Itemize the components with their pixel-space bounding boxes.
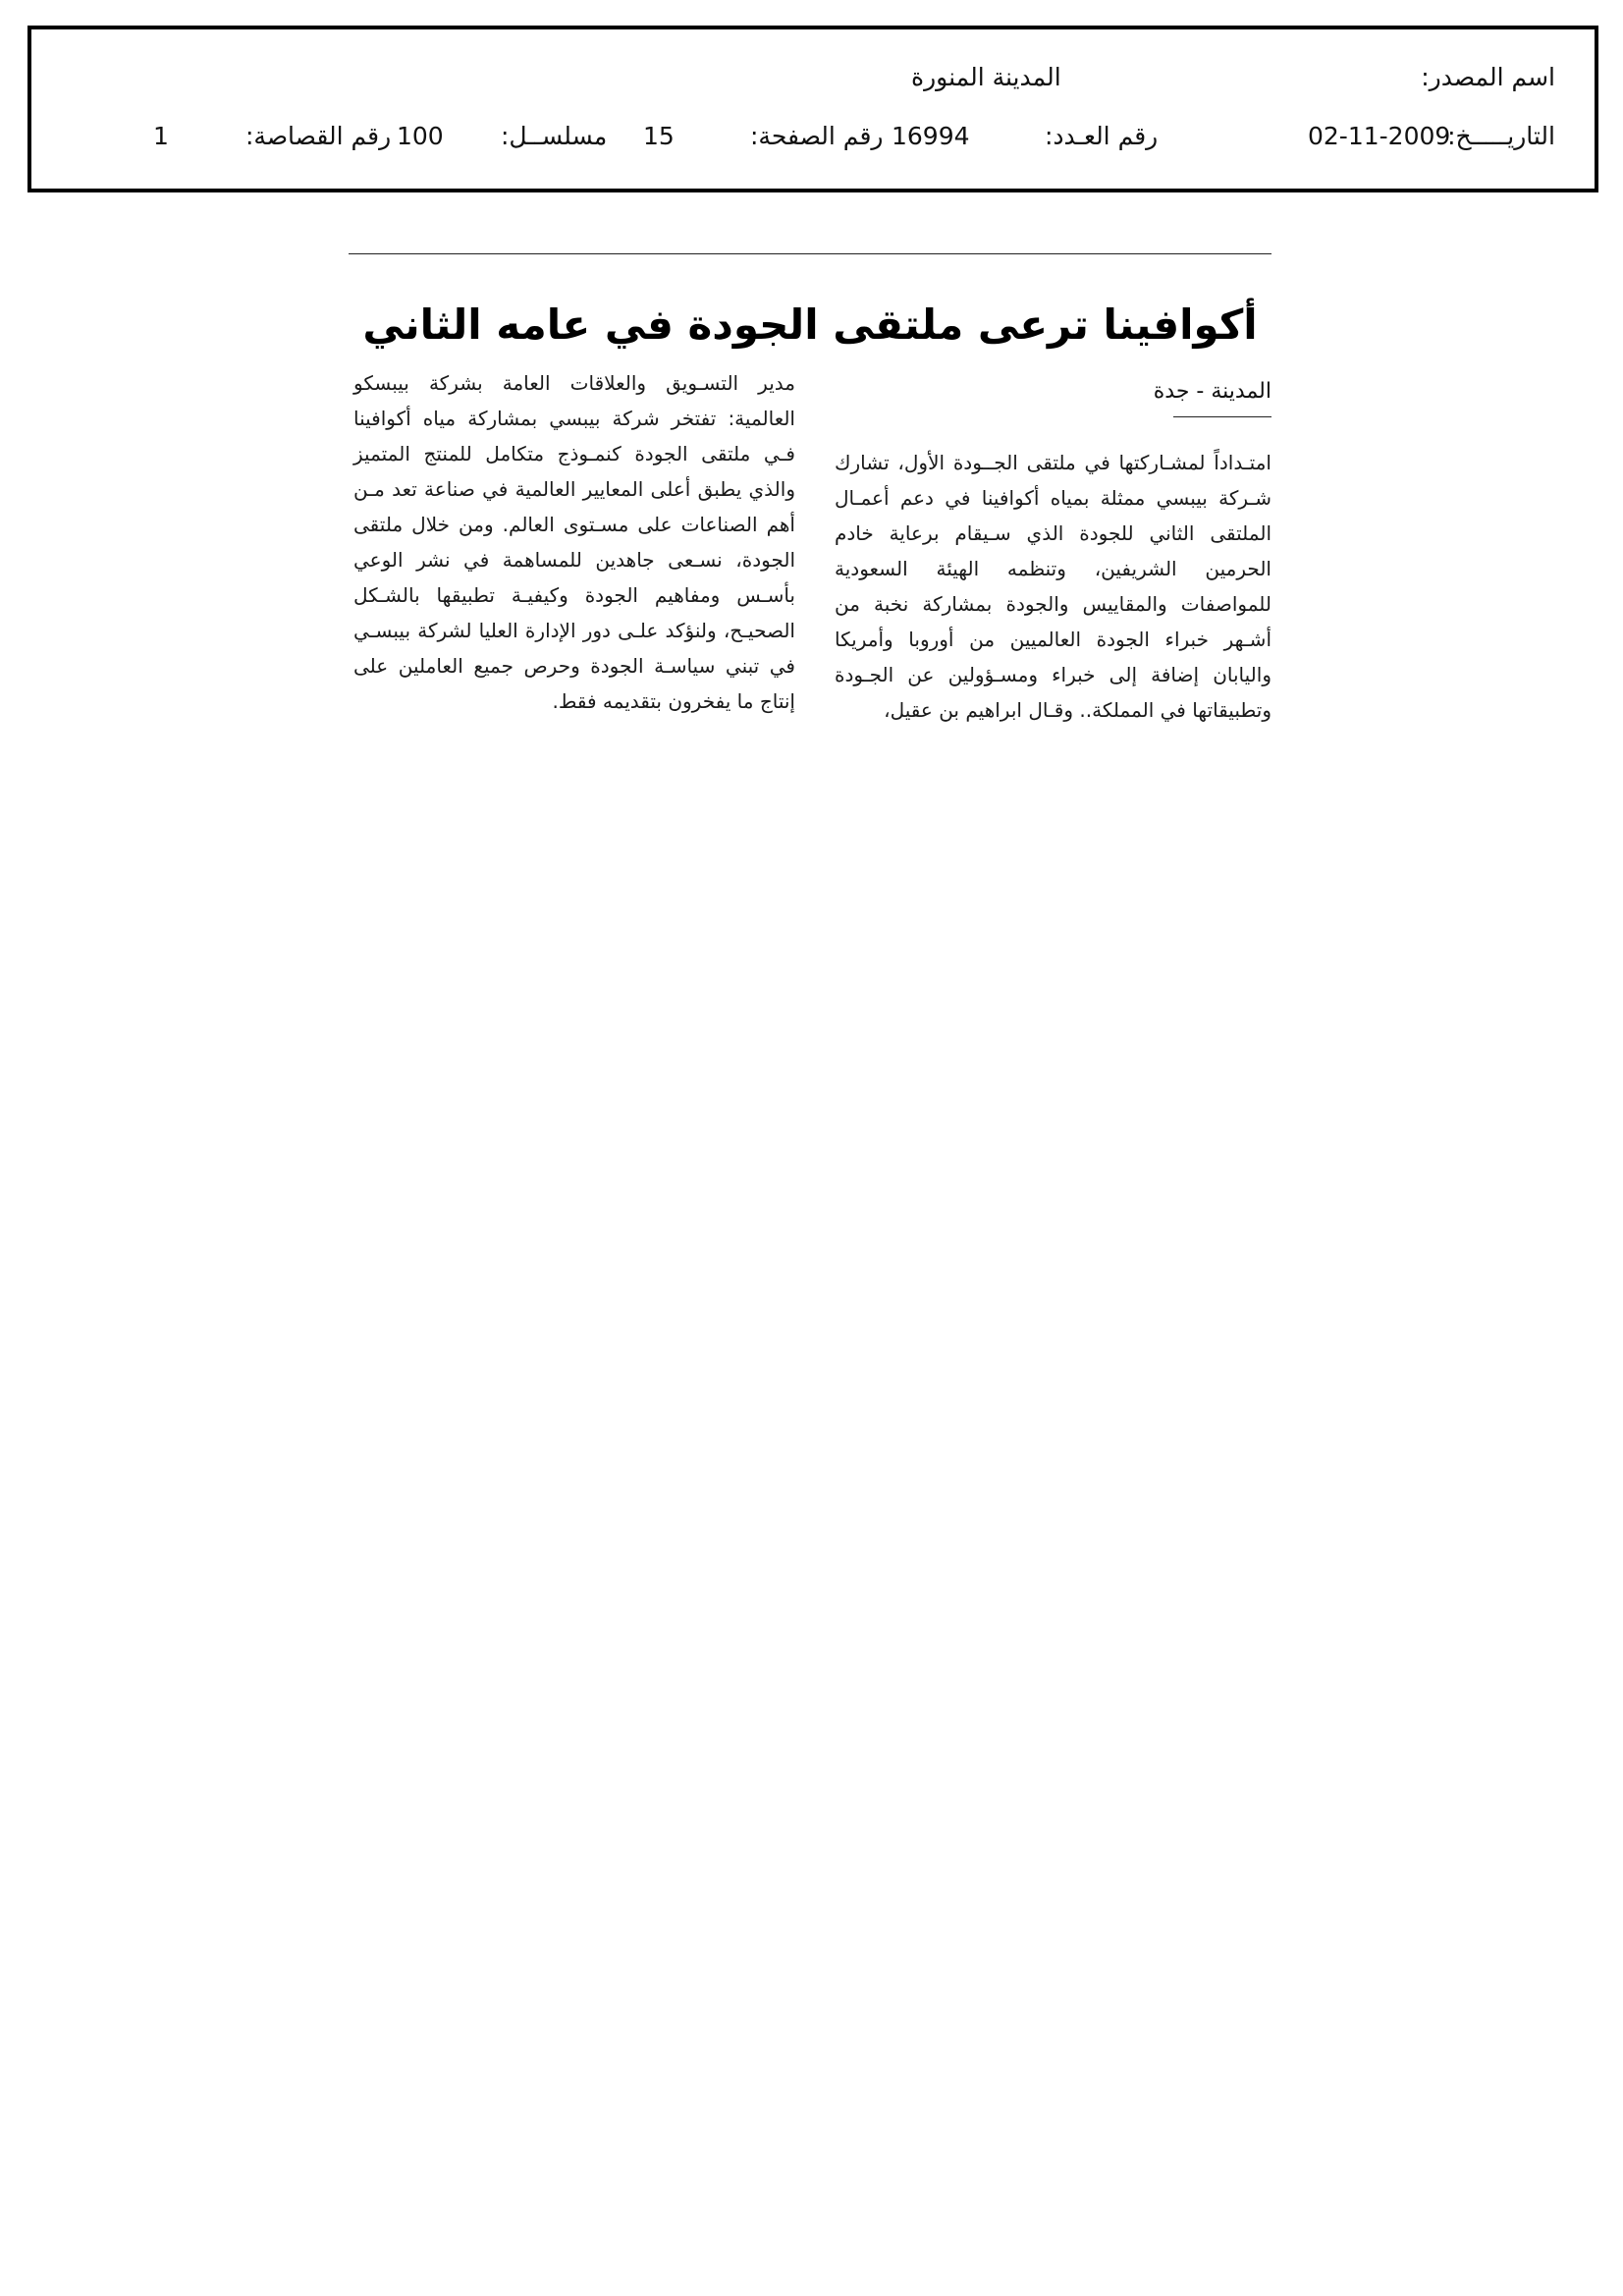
page-value: 15 bbox=[643, 122, 675, 150]
clipping-header bbox=[27, 26, 1598, 192]
serial-value: 100 bbox=[397, 122, 444, 150]
clip-value: 1 bbox=[153, 122, 169, 150]
date-label: التاريـــــخ: bbox=[1447, 122, 1555, 150]
article-headline: أكوافينا ترعى ملتقى الجودة في عامه الثاني bbox=[362, 301, 1258, 349]
issue-value: 16994 bbox=[892, 122, 970, 150]
source-value: المدينة المنورة bbox=[911, 63, 1061, 91]
page-label: رقم الصفحة: bbox=[750, 122, 884, 150]
article-byline: المدينة - جدة bbox=[1153, 379, 1271, 404]
date-value: 02-11-2009 bbox=[1308, 122, 1451, 150]
source-label: اسم المصدر: bbox=[1421, 63, 1555, 91]
top-rule bbox=[349, 253, 1271, 254]
article-column-right: امتـداداً لمشـاركتها في ملتقى الجــودة الأول، تشارك شـركة بيبسي ممثلة بمياه أكوافينا في دعم أعمـال الملتقى الثاني للجودة الذي سـيقام برعاية خادم الحرمين الشريفين، وتنظمه الهيئة السعودية للمواصفات والمقاييس والجودة بمشاركة نخبة من أشـهر خبراء الجودة العالميين من أوروبا وأمريكا واليابان إضافة إلى خبراء ومسـؤولين عن الجـودة وتطبيقاتها في المملكة.. وقـال ابراهيم بن عقيل، bbox=[835, 451, 1271, 722]
byline-underline bbox=[1173, 416, 1271, 417]
clip-label: رقم القصاصة: bbox=[245, 122, 392, 150]
article-column-left: مدير التسـويق والعلاقات العامة بشركة بيبسكو العالمية: تفتخر شركة بيبسي بمشاركة مياه أكوافينا فـي ملتقى الجودة كنمـوذج متكامل للمنتج المتميز والذي يطبق أعلى المعايير العالمية في صناعة تعد مـن أهم الصناعات على مسـتوى العالم. ومن خلال ملتقى الجودة، نسـعى جاهدين للمساهمة في نشر الوعي بأسـس ومفاهيم الجودة وكيفيـة تطبيقها بالشـكل الصحيـح، ولنؤكد علـى دور الإدارة العليا لشركة بيبسـي في تبني سياسـة الجودة وحرص جميع العاملين على إنتاج ما يفخرون بتقديمه فقط. bbox=[353, 371, 795, 713]
serial-label: مسلســل: bbox=[501, 122, 608, 150]
issue-label: رقم العـدد: bbox=[1045, 122, 1159, 150]
